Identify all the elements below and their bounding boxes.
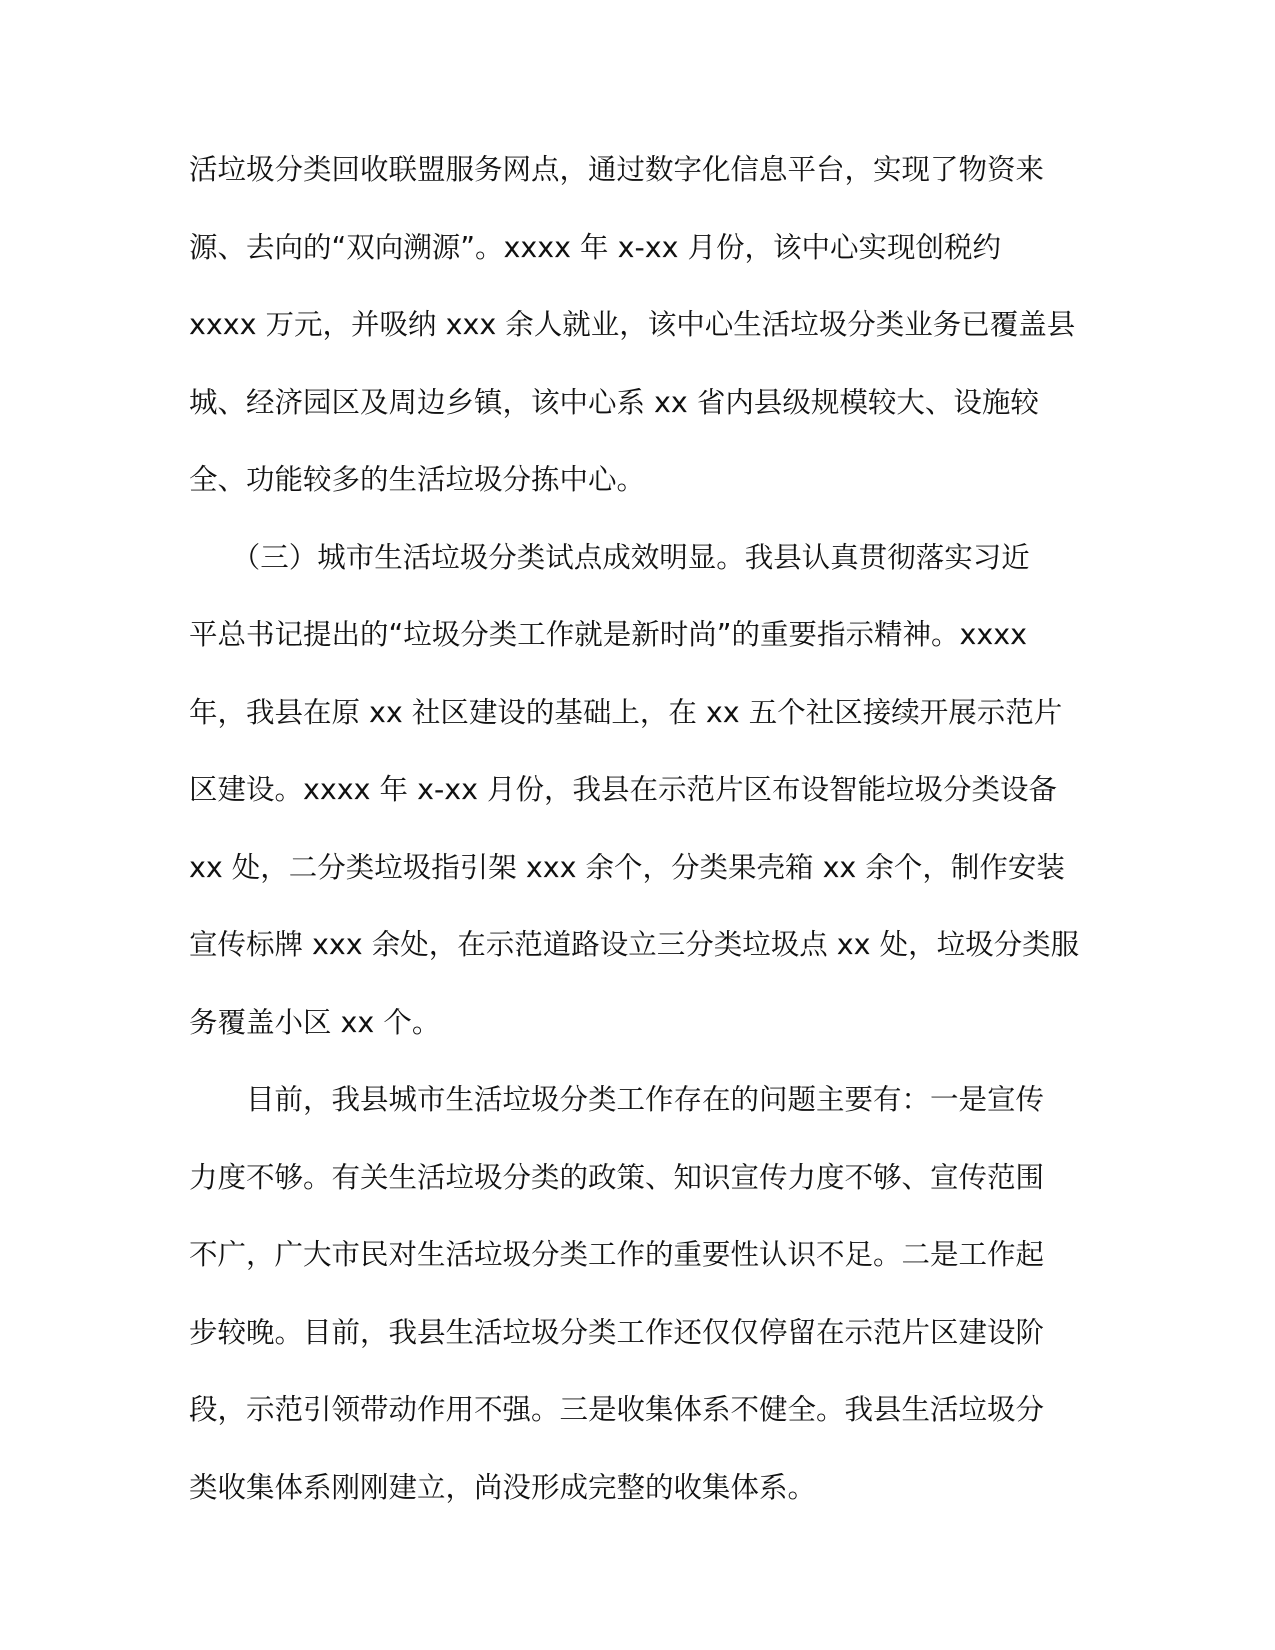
paragraph-line: 务覆盖小区 xx 个。 — [189, 1005, 441, 1039]
paragraph-3 — [189, 1061, 1089, 1526]
paragraph-line: 段，示范引领带动作用不强。三是收集体系不健全。我县生活垃圾分 — [189, 1393, 1045, 1426]
paragraph-line: 城、经济园区及周边乡镇，该中心系 xx 省内县级规模较大、设施较 — [189, 385, 1039, 419]
paragraph-line: 年，我县在原 xx 社区建设的基础上，在 xx 五个社区接续开展示范片 — [189, 695, 1063, 729]
paragraph-line: xxxx 万元，并吸纳 xxx 余人就业，该中心生活垃圾分类业务已覆盖县 — [189, 308, 1076, 341]
paragraph-line: （三）城市生活垃圾分类试点成效明显。我县认真贯彻落实习近 — [189, 540, 1030, 574]
paragraph-line: 目前，我县城市生活垃圾分类工作存在的问题主要有：一是宣传 — [189, 1083, 1045, 1116]
paragraph-line: 源、去向的“双向溯源”。xxxx 年 x-xx 月份，该中心实现创税约 — [189, 230, 1002, 264]
paragraph-line: 步较晚。目前，我县生活垃圾分类工作还仅仅停留在示范片区建设阶 — [189, 1315, 1045, 1349]
paragraph-line: 类收集体系刚刚建立，尚没形成完整的收集体系。 — [189, 1470, 817, 1504]
paragraph-line: 宣传标牌 xxx 余处，在示范道路设立三分类垃圾点 xx 处，垃圾分类服 — [189, 928, 1080, 961]
paragraph-line: 活垃圾分类回收联盟服务网点，通过数字化信息平台，实现了物资来 — [189, 153, 1045, 186]
paragraph-line: xx 处，二分类垃圾指引架 xxx 余个，分类果壳箱 xx 余个，制作安装 — [189, 850, 1065, 884]
paragraph-1 — [189, 131, 1089, 519]
document-body — [189, 131, 1089, 1526]
paragraph-line: 平总书记提出的“垃圾分类工作就是新时尚”的重要指示精神。xxxx — [189, 618, 1027, 651]
paragraph-line: 不广，广大市民对生活垃圾分类工作的重要性认识不足。二是工作起 — [189, 1238, 1045, 1271]
paragraph-line: 区建设。xxxx 年 x-xx 月份，我县在示范片区布设智能垃圾分类设备 — [189, 773, 1058, 806]
paragraph-2 — [189, 519, 1089, 1062]
paragraph-line: 全、功能较多的生活垃圾分拣中心。 — [189, 463, 646, 496]
paragraph-line: 力度不够。有关生活垃圾分类的政策、知识宣传力度不够、宣传范围 — [189, 1160, 1045, 1194]
